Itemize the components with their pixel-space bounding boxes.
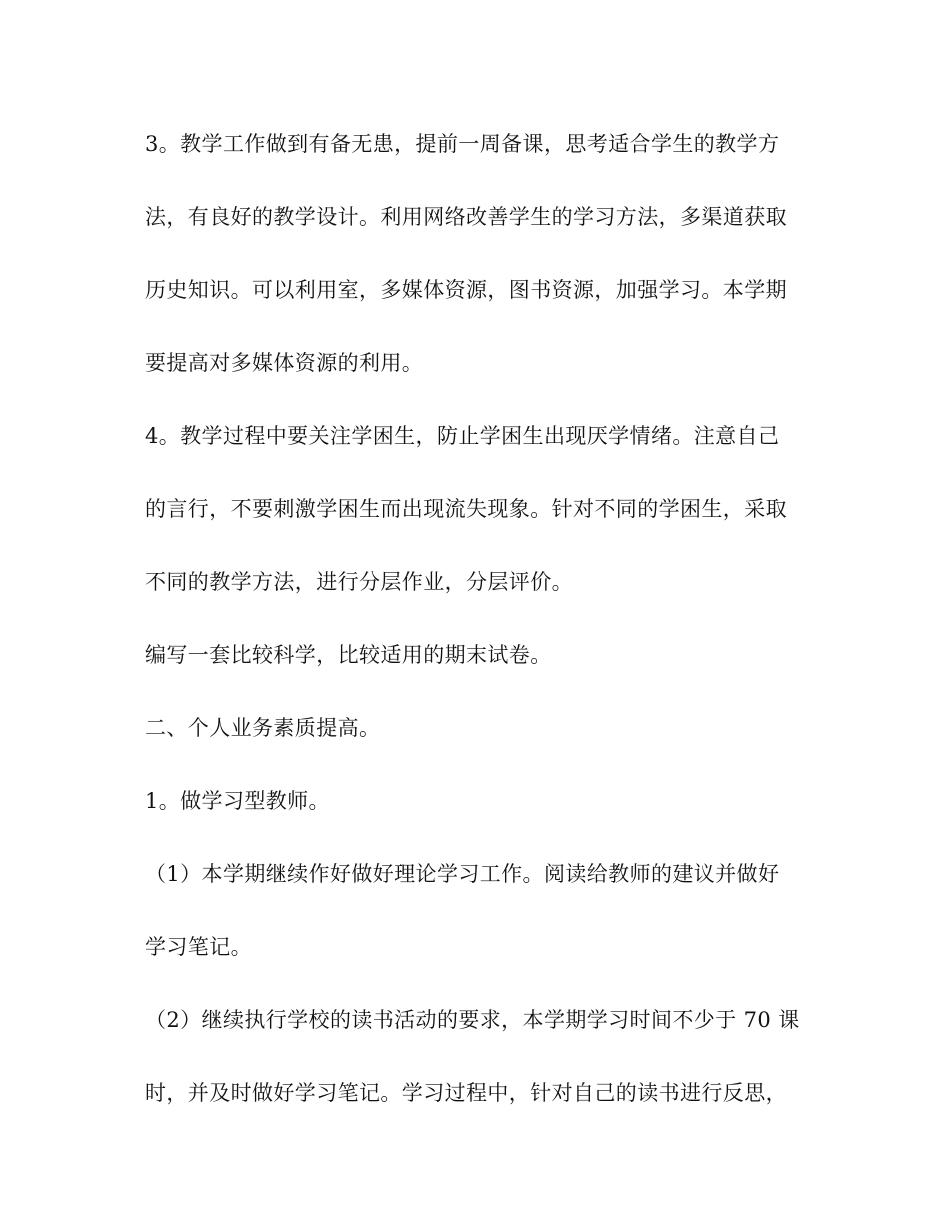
paragraph-4-line-1: 4。教学过程中要关注学困生，防止学困生出现厌学情绪。注意自己: [145, 424, 780, 448]
section-heading-2: 二、个人业务素质提高。: [145, 716, 381, 740]
paragraph-3-line-4: 要提高对多媒体资源的利用。: [145, 351, 424, 375]
item-1-line-2: 学习笔记。: [145, 935, 252, 959]
item-1-line-1: （1）本学期继续作好做好理论学习工作。阅读给教师的建议并做好: [145, 862, 780, 886]
item-2-line-2: 时，并及时做好学习笔记。学习过程中，针对自己的读书进行反思，: [145, 1081, 787, 1105]
item-2-line-1: （2）继续执行学校的读书活动的要求，本学期学习时间不少于 70 课: [145, 1008, 800, 1032]
paragraph-4-line-3: 不同的教学方法，进行分层作业，分层评价。: [145, 570, 573, 594]
paragraph-4-line-2: 的言行，不要刺激学困生而出现流失现象。针对不同的学困生，采取: [145, 497, 787, 521]
paragraph-3-line-1: 3。教学工作做到有备无患，提前一周备课，思考适合学生的教学方: [145, 132, 780, 156]
paragraph-3-line-3: 历史知识。可以利用室，多媒体资源，图书资源，加强学习。本学期: [145, 278, 787, 302]
paragraph-3-line-2: 法，有良好的教学设计。利用网络改善学生的学习方法，多渠道获取: [145, 205, 787, 229]
paragraph-exam-paper: 编写一套比较科学，比较适用的期末试卷。: [145, 643, 552, 667]
subsection-heading-1: 1。做学习型教师。: [145, 789, 330, 813]
